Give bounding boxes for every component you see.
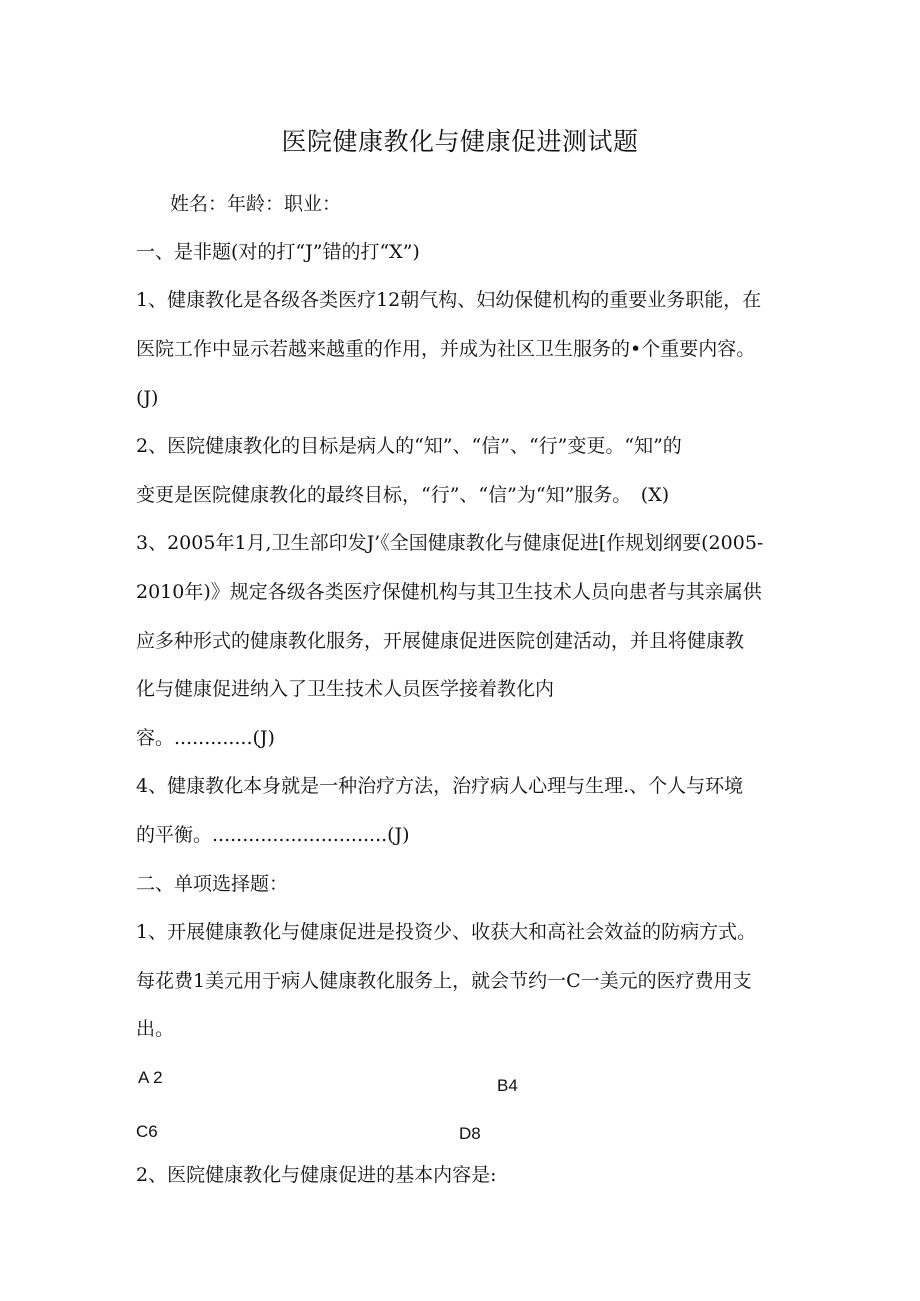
mc-q1-line-3: 出。: [136, 1018, 175, 1040]
section2-heading: 二、单项选择题：: [136, 873, 289, 895]
q4-line-2: 的平衡。.............................(J): [136, 824, 410, 846]
option-a: A 2: [138, 1068, 163, 1087]
q2-line-2: 变更是医院健康教化的最终目标，“行”、“信”为“知”服务。 (X): [136, 484, 670, 506]
mc-q1-line-2: 每花费1美元用于病人健康教化服务上，就会节约一C一美元的医疗费用支: [136, 970, 752, 992]
q3-line-4: 化与健康促进纳入了卫生技术人员医学接着教化内: [136, 678, 555, 700]
q2-line-1: 2、医院健康教化的目标是病人的“知”、“信”、“行”变更。“知”的: [136, 435, 682, 457]
option-c: C6: [136, 1122, 158, 1141]
q1-line-2: 医院工作中显示若越来越重的作用，并成为社区卫生服务的•个重要内容。: [136, 338, 756, 360]
q3-line-1: 3、2005年1月,卫生部印发J’《全国健康教化与健康促进[作规划纲要(2005-: [136, 532, 764, 554]
q1-line-3: (J): [136, 387, 159, 409]
section1-heading: 一、是非题(对的打“J”错的打“X”): [136, 241, 420, 263]
mc-q2-line-1: 2、医院健康教化与健康促进的基本内容是:: [136, 1164, 497, 1186]
q1-line-1: 1、健康教化是各级各类医疗12朝气构、妇幼保健机构的重要业务职能，在: [136, 289, 762, 311]
mc-q1-line-1: 1、开展健康教化与健康促进是投资少、收获大和高社会效益的防病方式。: [136, 921, 757, 943]
page-title: 医院健康教化与健康促进测试题: [281, 127, 639, 156]
q3-line-2: 2010年)》规定各级各类医疗保健机构与其卫生技术人员向患者与其亲属供: [136, 581, 762, 603]
q3-line-5: 容。.............(J): [136, 727, 275, 749]
header-fields: 姓名：年龄：职业：: [170, 193, 342, 215]
option-d: D8: [459, 1124, 481, 1143]
q3-line-3: 应多种形式的健康教化服务，开展健康促进医院创建活动，并且将健康教: [136, 630, 745, 652]
option-b: B4: [497, 1076, 518, 1095]
q4-line-1: 4、健康教化本身就是一种治疗方法，治疗病人心理与生理.、个人与环境: [136, 775, 744, 797]
